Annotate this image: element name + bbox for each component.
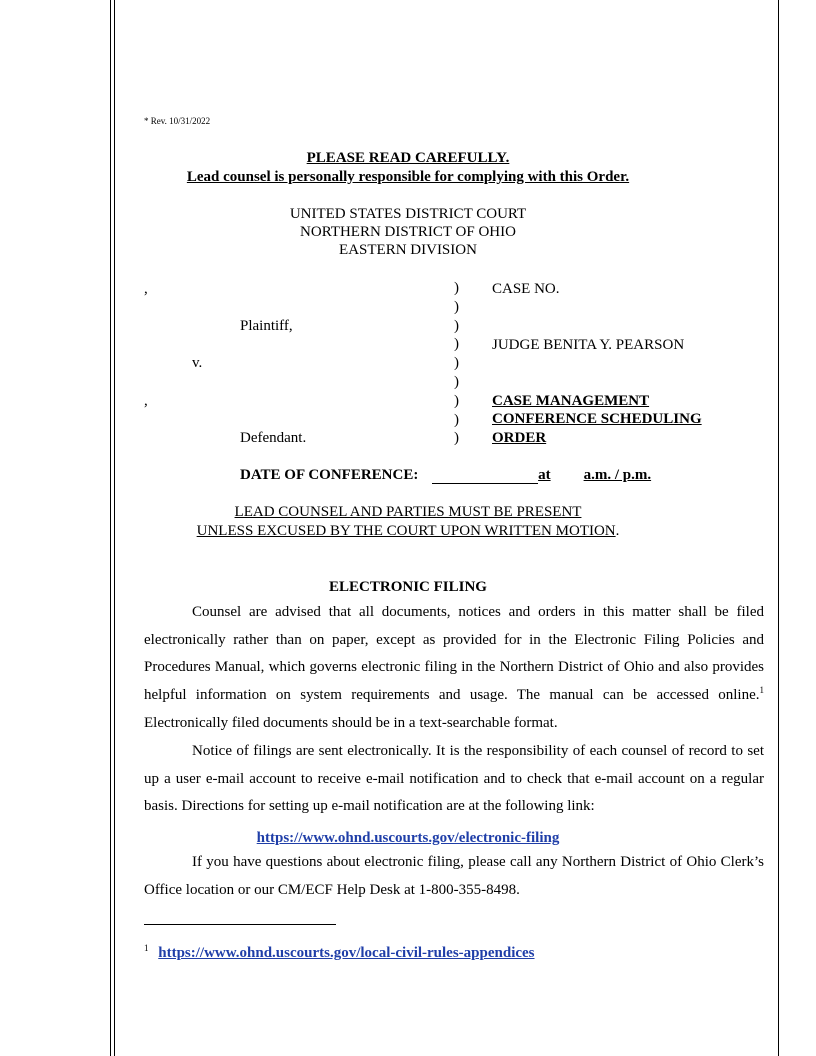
electronic-filing-paragraph-1: Counsel are advised that all documents, notices and orders in this matter shall be filed electronically rather than on paper, except as provided for in the Electronic Filing Policies and Procedures Manual, which governs electronic filing in the Northern District of Ohio and also provides helpful information on system requirements and usage. The manual can be accessed online.$^1$ Electronically filed documents should be in a text-searchable format. — [144, 604, 764, 731]
electronic-filing-link-row — [0, 829, 816, 847]
conference-ampm: a.m. / p.m. — [583, 467, 652, 483]
notice-heading: PLEASE READ CAREFULLY. — [306, 150, 510, 166]
footnote-link[interactable]: https://www.ohnd.uscourts.gov/local-civil-rules-appendices — [158, 945, 535, 961]
electronic-filing-paragraph-3: If you have questions about electronic filing, please call any Northern District of Ohio Clerk’s Office location or our CM/ECF Help Desk at 1-800-355-8498. — [144, 854, 764, 898]
revision-note: * Rev. 10/31/2022 — [144, 116, 211, 126]
plaintiff-label: Plaintiff, — [240, 318, 293, 334]
conference-date-label: DATE OF CONFERENCE: — [240, 467, 419, 483]
defendant-label: Defendant. — [240, 430, 307, 446]
judge-name: JUDGE BENITA Y. PEARSON — [492, 337, 685, 353]
order-title-line3: ORDER — [492, 430, 547, 446]
conference-date-blank — [432, 483, 538, 484]
caption-paren-column: ) ) ) ) ) ) ) ) ) — [454, 280, 459, 447]
footnote-number: 1 — [144, 943, 149, 953]
plaintiff-name-blank: , — [144, 281, 148, 297]
footnote-separator — [144, 924, 336, 925]
electronic-filing-link[interactable]: https://www.ohnd.uscourts.gov/electronic-filing — [256, 830, 560, 846]
electronic-filing-paragraph-2: Notice of filings are sent electronically. It is the responsibility of each counsel of record to set up a user e-mail account to receive e-mail notification and to check that e-mail account on a regular basis. Directions for setting up e-mail notification are at the following link: — [144, 743, 764, 815]
conference-date-row — [240, 466, 651, 484]
footnote — [144, 943, 535, 962]
versus-label: v. — [192, 355, 203, 371]
court-name: UNITED STATES DISTRICT COURT — [289, 206, 527, 222]
presence-notice-line1: LEAD COUNSEL AND PARTIES MUST BE PRESENT — [234, 504, 582, 520]
court-district: NORTHERN DISTRICT OF OHIO — [300, 224, 516, 240]
footnote-ref: 1 — [759, 685, 764, 696]
court-division: EASTERN DIVISION — [339, 242, 477, 258]
notice-subheading: Lead counsel is personally responsible for complying with this Order. — [186, 169, 630, 185]
order-title-line2: CONFERENCE SCHEDULING — [492, 411, 702, 427]
electronic-filing-heading: ELECTRONIC FILING — [329, 579, 487, 595]
case-number-label: CASE NO. — [492, 281, 560, 297]
order-title-line1: CASE MANAGEMENT — [492, 393, 650, 409]
presence-notice-line2: UNLESS EXCUSED BY THE COURT UPON WRITTEN MOTION. — [196, 523, 620, 539]
defendant-name-blank: , — [144, 393, 148, 409]
conference-at: at — [538, 467, 551, 483]
